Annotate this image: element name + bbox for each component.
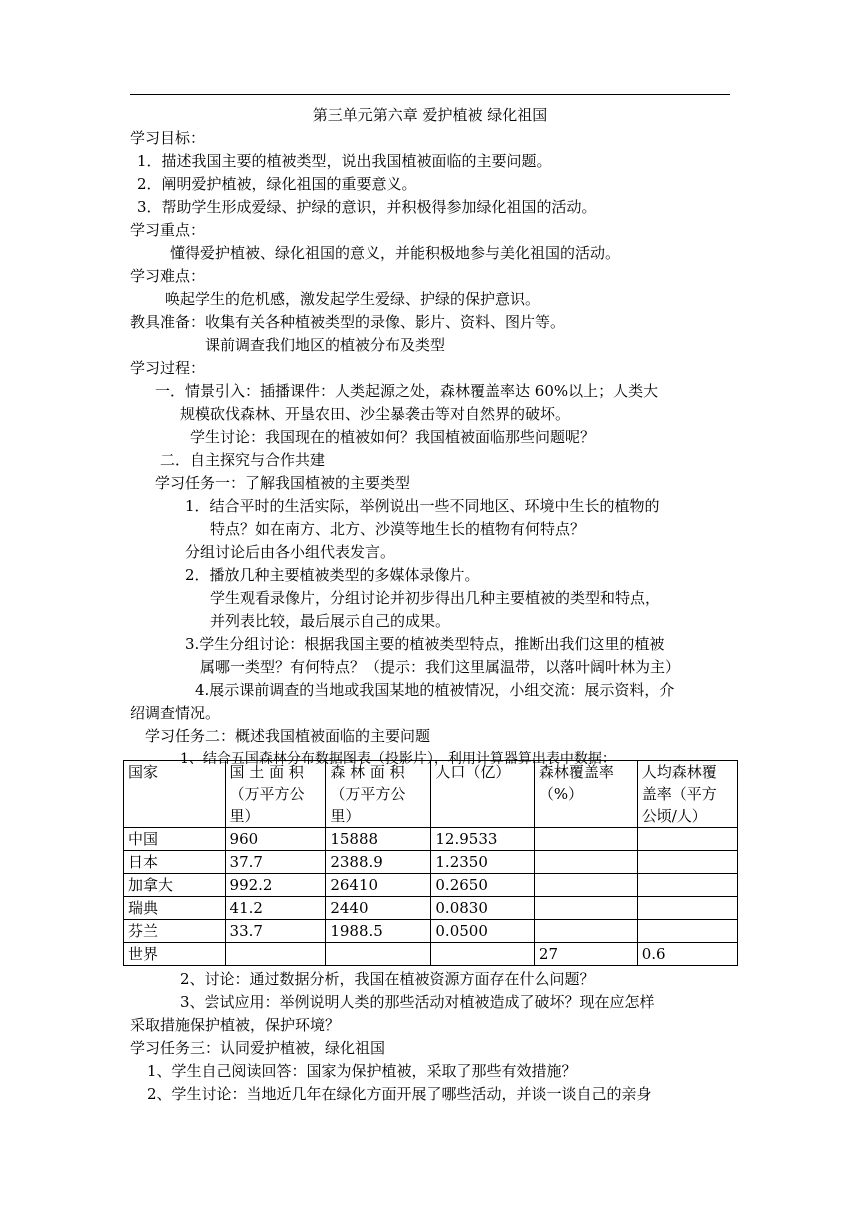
table-cell xyxy=(534,920,637,943)
table-cell: 2440 xyxy=(326,897,431,920)
header-population: 人口（亿） xyxy=(431,761,535,828)
difficulties-heading: 学习难点： xyxy=(130,267,206,285)
table-cell xyxy=(431,943,535,966)
table-header-row xyxy=(124,761,738,828)
table-cell: 37.7 xyxy=(225,851,326,874)
table-cell xyxy=(534,874,637,897)
part-two-heading: 二．自主探究与合作共建 xyxy=(160,451,326,469)
task-one-item-4b: 绍调查情况。 xyxy=(130,704,221,722)
table-cell xyxy=(534,828,637,851)
table-cell: 0.6 xyxy=(637,943,737,966)
task-one-item-1a: 1．结合平时的生活实际，举例说出一些不同地区、环境中生长的植物的 xyxy=(185,497,660,515)
task-three-item-2: 2、学生讨论：当地近几年在绿化方面开展了哪些活动，并谈一谈自己的亲身 xyxy=(147,1085,652,1103)
table-row xyxy=(124,828,738,851)
table-cell: 15888 xyxy=(326,828,431,851)
header-rule xyxy=(130,94,730,95)
table-cell: 0.2650 xyxy=(431,874,535,897)
header-land-area: 国 土 面 积 （万平方公 里） xyxy=(225,761,326,828)
table-cell xyxy=(637,920,737,943)
header-forest-area: 森 林 面 积 （万平方公 里） xyxy=(326,761,431,828)
task-one-item-3b: 属哪一类型？有何特点？（提示：我们这里属温带，以落叶阔叶林为主） xyxy=(200,658,681,676)
key-points-text: 懂得爱护植被、绿化祖国的意义，并能积极地参与美化祖国的活动。 xyxy=(170,244,621,262)
task-two-item-3b: 采取措施保护植被，保护环境？ xyxy=(130,1016,341,1034)
table-row xyxy=(124,920,738,943)
task-one-item-2c: 并列表比较，最后展示自己的成果。 xyxy=(210,612,451,630)
header-per-capita: 人均森林覆 盖率（平方 公顷/人） xyxy=(637,761,737,828)
table-cell: 1988.5 xyxy=(326,920,431,943)
table-cell: 0.0830 xyxy=(431,897,535,920)
table-cell: 日本 xyxy=(124,851,226,874)
table-cell: 27 xyxy=(534,943,637,966)
goals-heading: 学习目标： xyxy=(130,129,206,147)
table-cell: 中国 xyxy=(124,828,226,851)
task-one-item-2b: 学生观看录像片，分组讨论并初步得出几种主要植被的类型和特点， xyxy=(210,589,661,607)
key-points-heading: 学习重点： xyxy=(130,221,206,239)
forest-data-table xyxy=(123,760,738,966)
table-cell: 12.9533 xyxy=(431,828,535,851)
table-row xyxy=(124,943,738,966)
table-cell: 0.0500 xyxy=(431,920,535,943)
task-one-heading: 学习任务一：了解我国植被的主要类型 xyxy=(155,474,411,492)
goal-item-3: 3．帮助学生形成爱绿、护绿的意识，并积极得参加绿化祖国的活动。 xyxy=(137,198,597,216)
table-row xyxy=(124,851,738,874)
table-cell: 世界 xyxy=(124,943,226,966)
table-cell xyxy=(637,897,737,920)
intro-discussion: 学生讨论：我国现在的植被如何？我国植被面临那些问题呢？ xyxy=(190,428,596,446)
table-cell xyxy=(637,874,737,897)
table-cell xyxy=(326,943,431,966)
table-cell xyxy=(637,851,737,874)
table-cell xyxy=(225,943,326,966)
table-row xyxy=(124,874,738,897)
table-cell: 33.7 xyxy=(225,920,326,943)
task-three-heading: 学习任务三：认同爱护植被，绿化祖国 xyxy=(130,1039,386,1057)
task-two-item-2: 2、讨论：通过数据分析，我国在植被资源方面存在什么问题？ xyxy=(180,970,595,988)
table-cell: 芬兰 xyxy=(124,920,226,943)
task-one-item-3a: 3.学生分组讨论：根据我国主要的植被类型特点，推断出我们这里的植被 xyxy=(185,635,665,653)
task-one-item-2a: 2．播放几种主要植被类型的多媒体录像片。 xyxy=(185,566,480,584)
table-cell: 41.2 xyxy=(225,897,326,920)
task-three-item-1: 1、学生自己阅读回答：国家为保护植被，采取了那些有效措施？ xyxy=(147,1062,577,1080)
table-cell: 1.2350 xyxy=(431,851,535,874)
difficulties-text: 唤起学生的危机感，激发起学生爱绿、护绿的保护意识。 xyxy=(165,290,541,308)
table-cell: 瑞典 xyxy=(124,897,226,920)
page-title: 第三单元第六章 爱护植被 绿化祖国 xyxy=(312,106,548,124)
intro-line-2: 规模砍伐森林、开垦农田、沙尘暴袭击等对自然界的破坏。 xyxy=(180,405,571,423)
task-two-item-1: 1、结合五国森林分布数据图表（投影片），利用计算器算出表中数据： xyxy=(180,751,616,767)
task-one-item-4a: 4.展示课前调查的当地或我国某地的植被情况，小组交流：展示资料，介 xyxy=(195,681,675,699)
table-cell xyxy=(534,851,637,874)
materials-line-1: 教具准备：收集有关各种植被类型的录像、影片、资料、图片等。 xyxy=(130,313,566,331)
process-heading: 学习过程： xyxy=(130,359,206,377)
header-country: 国家 xyxy=(124,761,226,828)
task-two-item-3a: 3、尝试应用：举例说明人类的那些活动对植被造成了破坏？现在应怎样 xyxy=(180,993,655,1011)
goal-item-1: 1．描述我国主要的植被类型，说出我国植被面临的主要问题。 xyxy=(137,152,552,170)
table-row xyxy=(124,897,738,920)
task-one-item-1b: 特点？如在南方、北方、沙漠等地生长的植物有何特点？ xyxy=(210,520,586,538)
header-coverage: 森林覆盖率 （%） xyxy=(534,761,637,828)
table-cell xyxy=(534,897,637,920)
table-cell: 加拿大 xyxy=(124,874,226,897)
task-one-item-1c: 分组讨论后由各小组代表发言。 xyxy=(185,543,396,561)
table-cell: 26410 xyxy=(326,874,431,897)
table-cell: 2388.9 xyxy=(326,851,431,874)
task-two-heading: 学习任务二：概述我国植被面临的主要问题 xyxy=(145,727,431,745)
intro-line-1: 一．情景引入：插播课件：人类起源之处，森林覆盖率达 60%以上；人类大 xyxy=(155,382,659,400)
table-cell: 992.2 xyxy=(225,874,326,897)
table-cell xyxy=(637,828,737,851)
goal-item-2: 2．阐明爱护植被，绿化祖国的重要意义。 xyxy=(137,175,417,193)
table-cell: 960 xyxy=(225,828,326,851)
materials-line-2: 课前调查我们地区的植被分布及类型 xyxy=(205,336,446,354)
